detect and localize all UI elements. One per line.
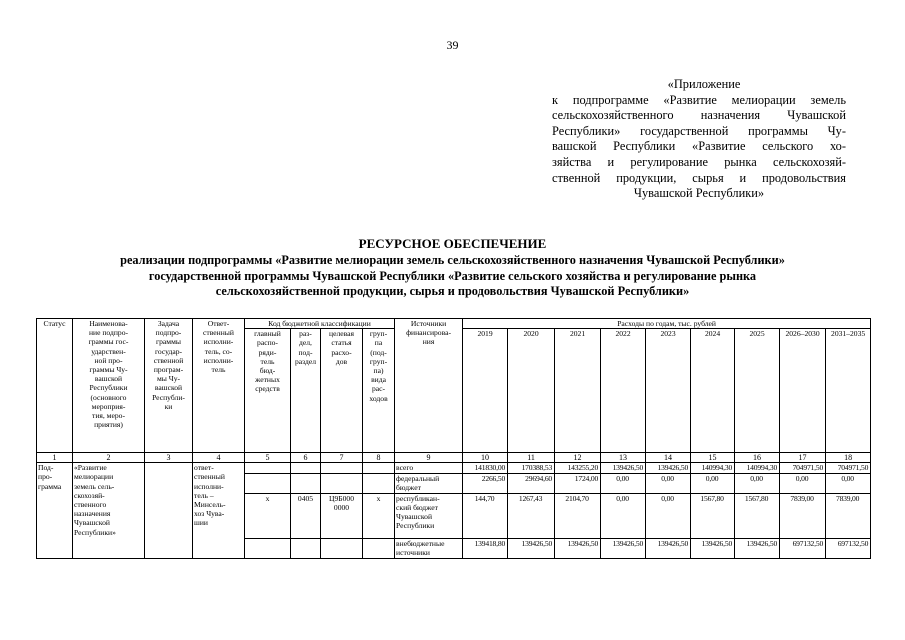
cell-executor: ответ- ственный исполни- тель – Минсель- хоз Чува- шии bbox=[193, 463, 245, 558]
cell-value: 139426,50 bbox=[691, 538, 735, 558]
cell-value: 0,00 bbox=[826, 474, 871, 493]
cell-value: 1567,80 bbox=[735, 493, 780, 538]
cell-value: 0,00 bbox=[646, 474, 691, 493]
cell-value: 141830,00 bbox=[463, 463, 508, 474]
cell-csr bbox=[321, 474, 363, 493]
cell-status: Под- про- грамма bbox=[37, 463, 73, 558]
cell-razdel: 0405 bbox=[291, 493, 321, 538]
header-vr: груп- па (под- груп- па) вида рас- ходов bbox=[363, 329, 395, 453]
cell-value: 0,00 bbox=[646, 493, 691, 538]
appendix-line: Республики» государственной программы Чу- bbox=[552, 123, 846, 138]
column-number: 8 bbox=[363, 453, 395, 463]
subtitle-line: реализации подпрограммы «Развитие мелиорации земель сельскохозяйственного назначения Чувашской Республики» bbox=[120, 253, 785, 267]
column-number: 1 bbox=[37, 453, 73, 463]
cell-value: 139426,50 bbox=[601, 463, 646, 474]
cell-source: внебюджетные источники bbox=[395, 538, 463, 558]
cell-value: 1724,00 bbox=[555, 474, 601, 493]
column-number: 9 bbox=[395, 453, 463, 463]
cell-value: 139426,50 bbox=[555, 538, 601, 558]
header-razdel: раз- дел, под- раздел bbox=[291, 329, 321, 453]
appendix-note bbox=[552, 77, 846, 202]
column-number: 2 bbox=[73, 453, 145, 463]
cell-value: 697132,50 bbox=[826, 538, 871, 558]
header-year: 2031–2035 bbox=[826, 329, 871, 453]
cell-value: 143255,20 bbox=[555, 463, 601, 474]
header-year: 2019 bbox=[463, 329, 508, 453]
cell-value: 139426,50 bbox=[508, 538, 555, 558]
resource-table bbox=[36, 318, 871, 559]
column-number: 10 bbox=[463, 453, 508, 463]
cell-value: 1267,43 bbox=[508, 493, 555, 538]
cell-value: 2104,70 bbox=[555, 493, 601, 538]
cell-value: 139426,50 bbox=[646, 538, 691, 558]
header-expenses: Расходы по годам, тыс. рублей bbox=[463, 319, 871, 329]
cell-source: всего bbox=[395, 463, 463, 474]
column-number: 4 bbox=[193, 453, 245, 463]
cell-value: 29694,60 bbox=[508, 474, 555, 493]
cell-value: 170388,53 bbox=[508, 463, 555, 474]
cell-value: 0,00 bbox=[735, 474, 780, 493]
header-csr: целевая статья расхо- дов bbox=[321, 329, 363, 453]
cell-name: «Развитие мелиорации земель сель- скохозяй- ственного назначения Чувашской Республики» bbox=[73, 463, 145, 558]
column-number: 12 bbox=[555, 453, 601, 463]
appendix-line: сельскохозяйственного назначения Чувашской bbox=[552, 108, 846, 123]
cell-value: 0,00 bbox=[780, 474, 826, 493]
header-year: 2024 bbox=[691, 329, 735, 453]
cell-csr bbox=[321, 463, 363, 474]
cell-source: республикан- ский бюджет Чувашской Республики bbox=[395, 493, 463, 538]
header-grbs: главный распо- ряди- тель бюд- жетных средств bbox=[245, 329, 291, 453]
header-budget-code: Код бюджетной классификации bbox=[245, 319, 395, 329]
appendix-line: зяйства и регулирование рынка сельскохозяй- bbox=[552, 154, 846, 169]
cell-grbs bbox=[245, 538, 291, 558]
document-title: РЕСУРСНОЕ ОБЕСПЕЧЕНИЕ bbox=[358, 236, 547, 251]
column-number: 6 bbox=[291, 453, 321, 463]
cell-value: 139426,50 bbox=[735, 538, 780, 558]
cell-razdel bbox=[291, 538, 321, 558]
column-number: 17 bbox=[780, 453, 826, 463]
cell-csr bbox=[321, 538, 363, 558]
column-number: 14 bbox=[646, 453, 691, 463]
header-year: 2023 bbox=[646, 329, 691, 453]
column-number: 15 bbox=[691, 453, 735, 463]
table-row bbox=[37, 463, 871, 474]
cell-razdel bbox=[291, 463, 321, 474]
cell-razdel bbox=[291, 474, 321, 493]
cell-vr bbox=[363, 538, 395, 558]
cell-value: 139426,50 bbox=[646, 463, 691, 474]
subtitle-line: сельскохозяйственной продукции, сырья и продовольствия Чувашской Республики» bbox=[215, 284, 690, 298]
column-number: 5 bbox=[245, 453, 291, 463]
header-year: 2021 bbox=[555, 329, 601, 453]
cell-value: 7839,00 bbox=[826, 493, 871, 538]
cell-value: 704971,50 bbox=[780, 463, 826, 474]
cell-value: 1567,80 bbox=[691, 493, 735, 538]
cell-vr: x bbox=[363, 493, 395, 538]
cell-value: 0,00 bbox=[691, 474, 735, 493]
cell-vr bbox=[363, 463, 395, 474]
cell-value: 144,70 bbox=[463, 493, 508, 538]
page-number: 39 bbox=[446, 38, 459, 52]
cell-source: федеральный бюджет bbox=[395, 474, 463, 493]
cell-csr: Ц9Б000 0000 bbox=[321, 493, 363, 538]
appendix-line: «Приложение bbox=[667, 77, 741, 91]
header-row bbox=[37, 319, 871, 329]
appendix-line: Чувашской Республики» bbox=[633, 186, 765, 201]
cell-grbs bbox=[245, 474, 291, 493]
cell-value: 2266,50 bbox=[463, 474, 508, 493]
column-number: 11 bbox=[508, 453, 555, 463]
column-number: 16 bbox=[735, 453, 780, 463]
header-sources: Источники финансирова- ния bbox=[395, 319, 463, 453]
document-subtitle bbox=[40, 253, 865, 300]
cell-vr bbox=[363, 474, 395, 493]
cell-value: 139426,50 bbox=[601, 538, 646, 558]
cell-grbs: x bbox=[245, 493, 291, 538]
column-number-row bbox=[37, 453, 871, 463]
header-status: Статус bbox=[37, 319, 73, 453]
cell-task bbox=[145, 463, 193, 558]
cell-grbs bbox=[245, 463, 291, 474]
cell-value: 140994,30 bbox=[691, 463, 735, 474]
cell-value: 0,00 bbox=[601, 474, 646, 493]
header-task: Задача подпро- граммы государ- ственной програм- мы Чу- вашской Республи- ки bbox=[145, 319, 193, 453]
header-year: 2020 bbox=[508, 329, 555, 453]
appendix-line: ственной продукции, сырья и продовольствия bbox=[552, 170, 846, 185]
cell-value: 697132,50 bbox=[780, 538, 826, 558]
cell-value: 7839,00 bbox=[780, 493, 826, 538]
header-year: 2026–2030 bbox=[780, 329, 826, 453]
header-year: 2022 bbox=[601, 329, 646, 453]
cell-value: 704971,50 bbox=[826, 463, 871, 474]
column-number: 7 bbox=[321, 453, 363, 463]
header-name: Наименова- ние подпро- граммы гос- ударствен- ной про- граммы Чу- вашской Республики (основного мероприя- тия, меро- приятия) bbox=[73, 319, 145, 453]
cell-value: 0,00 bbox=[601, 493, 646, 538]
column-number: 3 bbox=[145, 453, 193, 463]
cell-value: 140994,30 bbox=[735, 463, 780, 474]
appendix-line: к подпрограмме «Развитие мелиорации земель bbox=[552, 92, 846, 107]
header-executor: Ответ- ственный исполни- тель, со- исполни- тель bbox=[193, 319, 245, 453]
subtitle-line: государственной программы Чувашской Республики «Развитие сельского хозяйства и регулирование рынка bbox=[148, 268, 757, 283]
cell-value: 139418,80 bbox=[463, 538, 508, 558]
header-year: 2025 bbox=[735, 329, 780, 453]
column-number: 18 bbox=[826, 453, 871, 463]
column-number: 13 bbox=[601, 453, 646, 463]
appendix-line: вашской Республики «Развитие сельского хо- bbox=[552, 139, 846, 154]
